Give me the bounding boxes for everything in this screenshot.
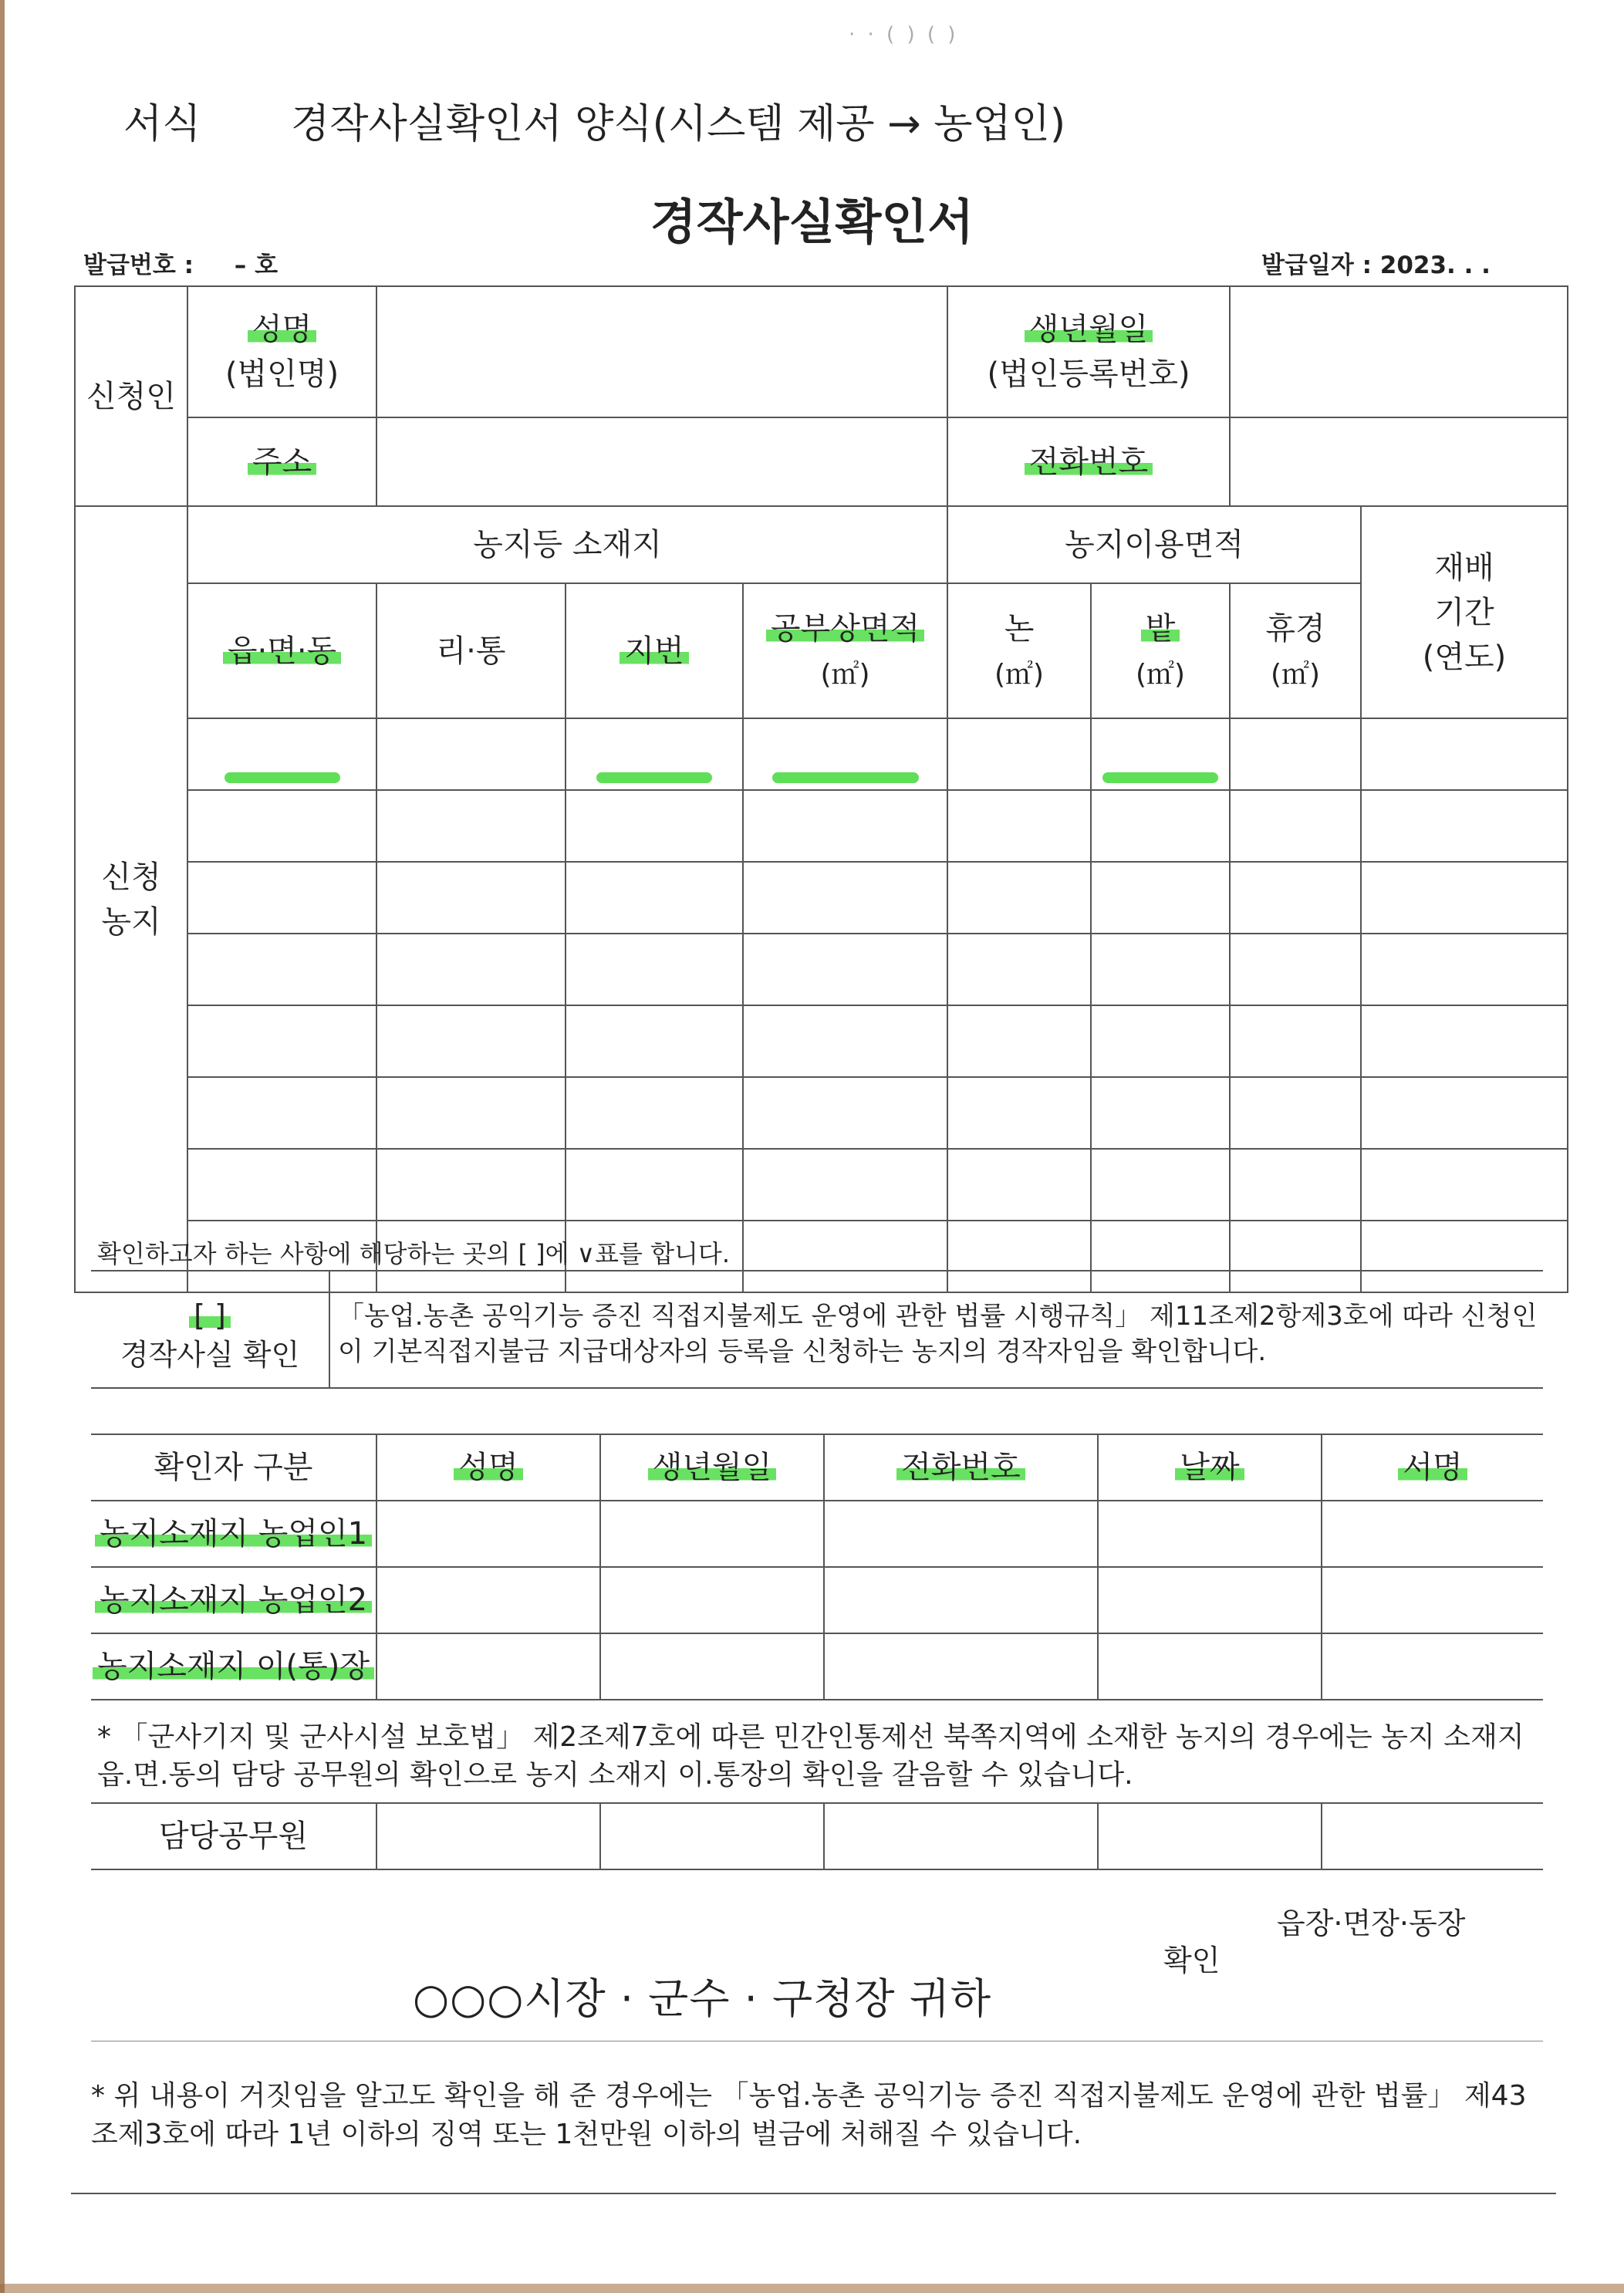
name-label-cell (187, 286, 376, 417)
applicant-section-label: 신청인 (75, 286, 187, 506)
address-label: 주소 (248, 444, 316, 480)
table-cell[interactable] (824, 1567, 1098, 1633)
table-cell[interactable] (376, 1005, 566, 1077)
table-row (75, 790, 1568, 862)
table-cell[interactable] (566, 790, 743, 862)
table-cell[interactable] (600, 1803, 824, 1869)
table-cell[interactable] (600, 1567, 824, 1633)
highlight-mark (596, 772, 712, 783)
birth-input-cell[interactable] (1230, 286, 1568, 417)
highlight-mark (1102, 772, 1218, 783)
col-verifier-sign: 서명 (1322, 1434, 1543, 1501)
table-cell[interactable] (187, 1005, 376, 1077)
verifier-row-label: 농지소재지 농업인1 (91, 1501, 376, 1567)
table-cell[interactable] (743, 862, 947, 934)
table-cell[interactable] (1230, 1077, 1361, 1149)
confirm-checkbox[interactable]: [ ] (189, 1298, 231, 1332)
table-cell[interactable] (1098, 1567, 1322, 1633)
col-town: 읍·면·동 (187, 583, 376, 718)
official-label: 담당공무원 (91, 1803, 376, 1869)
table-cell[interactable] (1098, 1501, 1322, 1567)
table-cell[interactable] (947, 1221, 1091, 1292)
col-verifier-date: 날짜 (1098, 1434, 1322, 1501)
table-cell[interactable] (376, 1633, 600, 1700)
table-cell[interactable] (743, 718, 947, 790)
table-cell[interactable] (1361, 1005, 1568, 1077)
table-cell[interactable] (1322, 1803, 1543, 1869)
addressee: ○○○시장 · 군수 · 구청장 귀하 (413, 1974, 991, 2023)
col-fallow: 휴경 (㎡) (1230, 583, 1361, 718)
table-cell[interactable] (1230, 790, 1361, 862)
table-row (75, 934, 1568, 1005)
table-cell[interactable] (1361, 1077, 1568, 1149)
table-cell[interactable] (824, 1803, 1098, 1869)
table-cell[interactable] (376, 934, 566, 1005)
form-header (123, 91, 1065, 149)
check-instruction: 확인하고자 하는 사항에 해당하는 곳의 [ ]에 ∨표를 합니다. (97, 1239, 731, 1268)
scan-edge-left (0, 0, 5, 2293)
table-row (91, 1633, 1543, 1700)
table-cell[interactable] (187, 934, 376, 1005)
table-cell[interactable] (1230, 1005, 1361, 1077)
table-cell[interactable] (187, 790, 376, 862)
table-cell[interactable] (743, 1077, 947, 1149)
table-row (75, 1005, 1568, 1077)
chief-title: 읍장·면장·동장 (1277, 1906, 1466, 1940)
issue-date[interactable]: 발급일자 : 2023. . . (1261, 252, 1491, 279)
form-number: 서식 (123, 101, 201, 147)
military-area-note: * 「군사기지 및 군사시설 보호법」 제2조제7호에 따른 민간인통제선 북쪽지역에 소재한 농지의 경우에는 농지 소재지 읍.면.동의 담당 공무원의 확인으로 농지 소재지 이.통장의 확인을 갈음할 수 있습니다. (97, 1721, 1524, 1791)
table-row (75, 1077, 1568, 1149)
table-cell[interactable] (743, 790, 947, 862)
verifier-table (91, 1434, 1543, 1700)
divider (71, 2193, 1556, 2194)
table-cell[interactable] (376, 718, 566, 790)
table-cell[interactable] (1230, 934, 1361, 1005)
cropped-header-text: · · ( ) ( ) (849, 23, 959, 46)
table-cell[interactable] (376, 1077, 566, 1149)
table-cell[interactable] (824, 1633, 1098, 1700)
table-cell[interactable] (1230, 1149, 1361, 1221)
phone-label: 전화번호 (1025, 444, 1153, 480)
issue-number (83, 245, 278, 280)
table-cell[interactable] (947, 934, 1091, 1005)
application-table (74, 285, 1568, 1293)
table-cell[interactable] (1091, 718, 1230, 790)
address-input-cell[interactable] (376, 417, 947, 506)
table-row (75, 862, 1568, 934)
table-cell[interactable] (1091, 1005, 1230, 1077)
table-cell[interactable] (1230, 1221, 1361, 1292)
table-cell[interactable] (376, 862, 566, 934)
name-sublabel: (법인명) (225, 356, 339, 392)
phone-input-cell[interactable] (1230, 417, 1568, 506)
table-cell[interactable] (1361, 934, 1568, 1005)
birth-sublabel: (법인등록번호) (987, 356, 1190, 392)
table-cell[interactable] (376, 1567, 600, 1633)
confirm-label-text: 경작사실 확인 (120, 1338, 300, 1373)
col-official-area: 공부상면적 (㎡) (743, 583, 947, 718)
document-title: 경작사실확인서 (650, 194, 974, 250)
table-cell[interactable] (566, 718, 743, 790)
table-cell[interactable] (743, 1149, 947, 1221)
table-cell[interactable] (947, 718, 1091, 790)
verifier-row-label: 농지소재지 이(통)장 (91, 1633, 376, 1700)
col-verifier-name: 성명 (376, 1434, 600, 1501)
table-cell[interactable] (566, 1077, 743, 1149)
table-cell[interactable] (600, 1501, 824, 1567)
table-cell[interactable] (1091, 1221, 1230, 1292)
table-cell[interactable] (376, 1149, 566, 1221)
table-cell[interactable] (1091, 1077, 1230, 1149)
table-row (91, 1434, 1543, 1501)
col-verifier-type: 확인자 구분 (91, 1434, 376, 1501)
table-cell[interactable] (1322, 1501, 1543, 1567)
table-cell[interactable] (1322, 1633, 1543, 1700)
location-header: 농지등 소재지 (187, 506, 947, 583)
table-cell[interactable] (376, 790, 566, 862)
table-cell[interactable] (376, 1803, 600, 1869)
table-cell[interactable] (187, 1149, 376, 1221)
table-cell[interactable] (1230, 862, 1361, 934)
table-row (75, 1149, 1568, 1221)
verifier-row-label: 농지소재지 농업인2 (91, 1567, 376, 1633)
highlight-mark (772, 772, 919, 783)
col-lot: 지번 (566, 583, 743, 718)
table-cell[interactable] (187, 1077, 376, 1149)
col-village: 리·통 (376, 583, 566, 718)
table-cell[interactable] (1098, 1803, 1322, 1869)
table-cell[interactable] (743, 934, 947, 1005)
penalty-note: * 위 내용이 거짓임을 알고도 확인을 해 준 경우에는 「농업.농촌 공익기능 증진 직접지불제도 운영에 관한 법률」 제43조제3호에 따라 1년 이하의 징역 또는 1천만원 이하의 벌금에 처해질 수 있습니다. (91, 2080, 1527, 2151)
confirm-statement: 「농업.농촌 공익기능 증진 직접지불제도 운영에 관한 법률 시행규칙」 제11조제2항제3호에 따라 신청인이 기본직접지불금 지급대상자의 등록을 신청하는 농지의 경작자임을 확인합니다. (338, 1301, 1538, 1367)
table-cell[interactable] (947, 1149, 1091, 1221)
table-row (91, 1803, 1543, 1869)
table-cell[interactable] (947, 862, 1091, 934)
name-input-cell[interactable] (376, 286, 947, 417)
table-cell[interactable] (187, 862, 376, 934)
issue-number-blank[interactable]: – 호 (234, 252, 279, 279)
confirm-word: 확인 (1163, 1943, 1221, 1977)
table-cell[interactable] (947, 790, 1091, 862)
table-cell[interactable] (566, 934, 743, 1005)
table-cell[interactable] (1361, 718, 1568, 790)
table-cell[interactable] (743, 1221, 947, 1292)
scan-edge-bottom (0, 2284, 1624, 2293)
col-verifier-birth: 생년월일 (600, 1434, 824, 1501)
table-cell[interactable] (824, 1501, 1098, 1567)
birth-label: 생년월일 (1025, 312, 1153, 347)
table-cell[interactable] (566, 862, 743, 934)
name-label: 성명 (248, 312, 316, 347)
table-cell[interactable] (1361, 1221, 1568, 1292)
table-cell[interactable] (1322, 1567, 1543, 1633)
table-cell[interactable] (947, 1077, 1091, 1149)
divider (91, 1270, 1543, 1271)
form-subtitle: 경작사실확인서 양식(시스템 제공 → 농업인) (291, 101, 1066, 147)
cultivation-confirm-label (91, 1296, 329, 1376)
table-cell[interactable] (1230, 718, 1361, 790)
table-cell[interactable] (1091, 862, 1230, 934)
table-cell[interactable] (600, 1633, 824, 1700)
table-cell[interactable] (743, 1005, 947, 1077)
birth-label-cell (947, 286, 1230, 417)
table-cell[interactable] (1361, 790, 1568, 862)
table-cell[interactable] (947, 1005, 1091, 1077)
table-cell[interactable] (1091, 1149, 1230, 1221)
farmland-section-label: 신청 농지 (75, 506, 187, 1292)
table-cell[interactable] (1361, 862, 1568, 934)
col-verifier-phone: 전화번호 (824, 1434, 1098, 1501)
table-row (91, 1567, 1543, 1633)
area-header: 농지이용면적 (947, 506, 1361, 583)
table-cell[interactable] (566, 1149, 743, 1221)
table-cell[interactable] (187, 718, 376, 790)
address-label-cell (187, 417, 376, 506)
divider (91, 1387, 1543, 1389)
col-paddy: 논 (㎡) (947, 583, 1091, 718)
table-row (75, 718, 1568, 790)
period-header: 재배 기간 (연도) (1361, 506, 1568, 718)
table-cell[interactable] (1098, 1633, 1322, 1700)
divider (329, 1271, 330, 1389)
phone-label-cell (947, 417, 1230, 506)
highlight-mark (225, 772, 340, 783)
table-cell[interactable] (1091, 790, 1230, 862)
issue-number-label: 발급번호 : (83, 252, 194, 279)
table-cell[interactable] (1361, 1149, 1568, 1221)
table-cell[interactable] (1091, 934, 1230, 1005)
col-field: 밭 (㎡) (1091, 583, 1230, 718)
official-table (91, 1802, 1543, 1870)
table-row (91, 1501, 1543, 1567)
table-cell[interactable] (376, 1501, 600, 1567)
table-cell[interactable] (566, 1005, 743, 1077)
